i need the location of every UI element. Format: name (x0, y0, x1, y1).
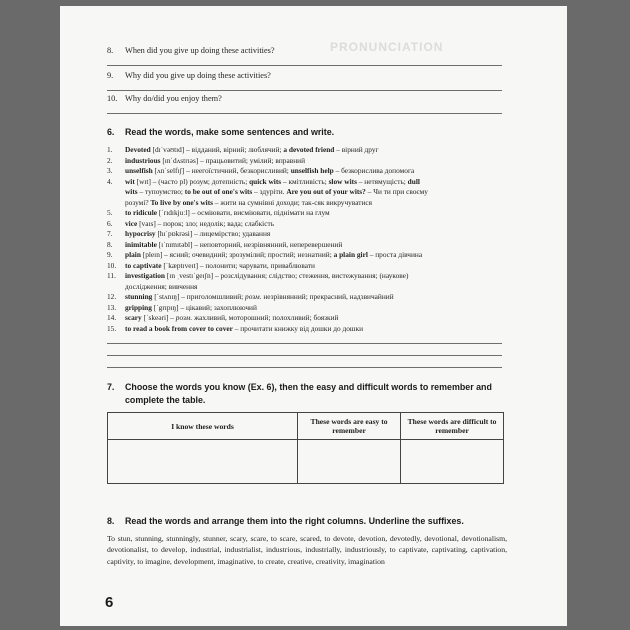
answer-line-9[interactable] (107, 90, 502, 91)
bleed-through-text: PRONUNCIATION (330, 40, 444, 54)
exercise-7-title: 7. Choose the words you know (Ex. 6), then the easy and difficult words to remember and (107, 382, 492, 392)
vocab-item: 10. to captivate [ˈkæptɪveɪt] – полонити; чарувати, приваблювати (107, 260, 315, 270)
vocab-item: 6. vice [vaɪs] – порок; зло; недолік; вада; слабкість (107, 218, 275, 228)
column-header-known: I know these words (108, 413, 298, 440)
writing-line[interactable] (107, 355, 502, 356)
exercise-8-words: To stun, stunning, stunningly, stunner, scary, scare, to scare, scared, to devote, devotion, devotedly, devotional, devotionalism, devotionalist, to develop, industrial, industrialist, industrious, industrially, industriously, to captivate, captivating, captivation, captivity, to imagine, development, imaginative, to create, creative, creativity, imagination (107, 534, 507, 566)
exercise-6-title: 6. Read the words, make some sentences and write. (107, 127, 335, 137)
vocab-item: 3. unselfish [ʌnˈselfɪʃ] – неегоїстичний, безкорисливий; unselfish help – безкорислива допомога (107, 166, 415, 175)
answer-line-8[interactable] (107, 65, 502, 66)
vocab-item: 5. to ridicule [ˈrɪdɪkjuːl] – осміювати, висміювати, піднімати на глум (107, 208, 330, 217)
vocab-item: 11. investigation [ɪn ˌvestɪˈgeɪʃn] – розслідування; слідство; стеження, вистежування; (наукове) дослідження; вивчення (107, 271, 409, 291)
page-number: 6 (105, 594, 114, 611)
exercise-8-title: 8. Read the words and arrange them into the right columns. Underline the suffixes. (107, 516, 464, 526)
vocab-item: 13. gripping [ˈgrɪpɪŋ] – цікавий; захоплюючий (107, 302, 257, 312)
table-cell-difficult[interactable] (401, 440, 504, 484)
vocab-item: 14. scary [ˈskeəri] – розм. жахливий, моторошний; полохливий; боязкий (107, 313, 339, 322)
vocab-item: 1. Devoted [dɪˈvəʊtɪd] – відданий, вірний; люблячий; a devoted friend – вірний друг (107, 145, 379, 154)
question-9: 9. Why did you give up doing these activities? (107, 71, 271, 80)
table-cell-easy[interactable] (298, 440, 401, 484)
vocab-item: 8. inimitable [ɪˈnɪmɪtəbl] – неповторний, незрівнянний, неперевершений (107, 239, 343, 249)
question-10: 10. Why do/did you enjoy them? (107, 94, 222, 103)
table-cell-known[interactable] (108, 440, 298, 484)
column-header-difficult: These words are difficult to remember (401, 413, 504, 440)
answer-line-10[interactable] (107, 113, 502, 114)
writing-line[interactable] (107, 343, 502, 344)
vocab-item: 15. to read a book from cover to cover – прочитати книжку від дошки до дошки (107, 323, 364, 333)
exercise-7-title-cont: complete the table. (125, 395, 206, 405)
vocab-item: 12. stunning [ˈstʌnɪŋ] – приголомшливий; розм. незрівнянний; прекрасний, надзвичайний (107, 292, 394, 301)
words-table (107, 412, 504, 484)
writing-line[interactable] (107, 367, 502, 368)
question-8: 8. When did you give up doing these activities? (107, 46, 275, 55)
vocab-item: 4. wit [wɪt] – (часто pl) розум; дотепність; quick wits – кмітливість; slow wits – нетямущість; dull wits – тупоумство; to be out of one's wits – здуріти. Are you out of your wits? – Чи ти при своєму розумі? To live by one's wits – жити на сумнівні доходи; так-сяк викручуватися (107, 176, 428, 207)
workbook-page (60, 6, 567, 626)
vocab-item: 2. industrious [ɪnˈdʌstrɪəs] – працьовитий; умілий; вправний (107, 155, 305, 165)
vocab-item: 7. hypocrisy [hɪˈpɒkrəsi] – лицемірство; удавання (107, 229, 271, 238)
column-header-easy: These words are easy to remember (298, 413, 401, 440)
vocab-item: 9. plain [pleɪn] – ясний; очевидний; зрозумілий; простий; незнатний; a plain girl – проста дівчина (107, 250, 423, 259)
